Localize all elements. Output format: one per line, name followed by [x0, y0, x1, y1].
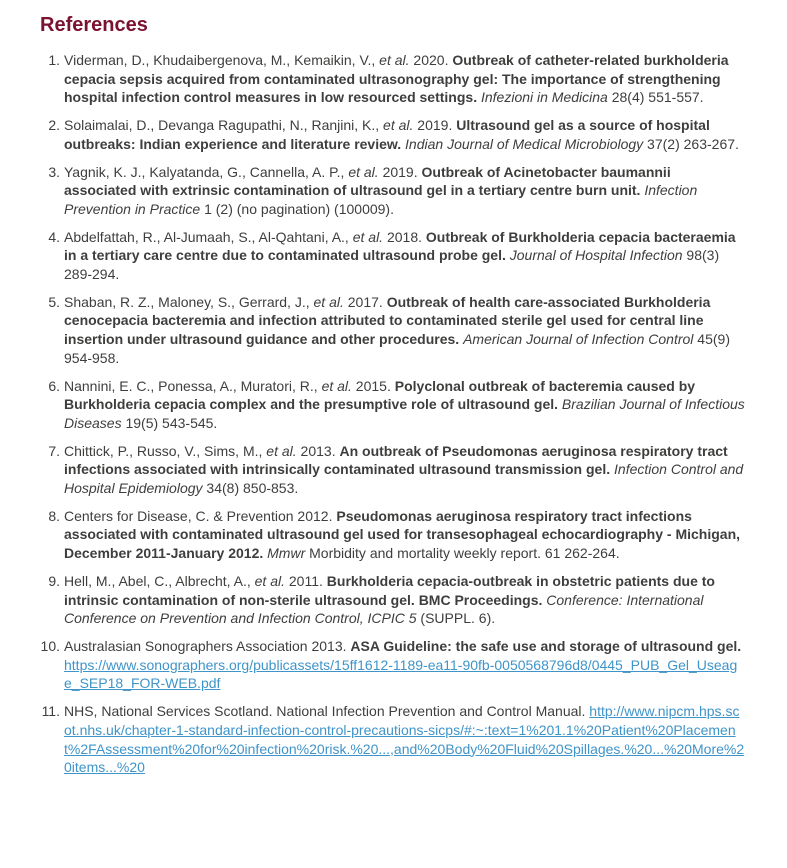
- reference-link[interactable]: http://www.nipcm.hps.scot.nhs.uk/chapter-1-standard-infection-control-precautions-sicps/#:~:text=1%201.1%20Patient%20Placement%2FAssessment%20for%20infection%20risk.%20...,and%20Body%20Fluid%20Spillages.%20...%20More%20items...%20: [64, 703, 745, 776]
- reference-text-segment: Outbreak of catheter-related burkholderia cepacia sepsis acquired from contaminated ultrasonography gel: The importance of strengthening hospital infection control measures in low resourced settings.: [64, 52, 729, 106]
- reference-text-segment: et al.: [352, 228, 384, 245]
- reference-number: 9.: [48, 572, 60, 589]
- reference-text-segment: 2018.: [383, 228, 426, 245]
- reference-link[interactable]: https://www.sonographers.org/publicassets/15ff1612-1189-ea11-90fb-0050568796d8/0445_PUB_Gel_Useage_SEP18_FOR-WEB.pdf: [64, 656, 738, 692]
- reference-text-segment: Hell, M., Abel, C., Albrecht, A.,: [64, 572, 255, 589]
- reference-text-segment: Polyclonal outbreak of bacteremia caused by Burkholderia cepacia complex and the presumptive role of ultrasound gel.: [64, 377, 696, 413]
- reference-item: [40, 702, 745, 777]
- reference-number: 2.: [48, 117, 60, 134]
- reference-text-segment: NHS, National Services Scotland. National Infection Prevention and Control Manual.: [64, 703, 590, 720]
- reference-text-segment: An outbreak of Pseudomonas aeruginosa respiratory tract infections associated with intrinsically contaminated ultrasound transmission gel.: [64, 442, 728, 478]
- reference-text-segment: American Journal of Infection Control: [463, 331, 694, 348]
- reference-text-segment: 1 (2) (no pagination) (100009).: [200, 200, 394, 217]
- reference-number: 5.: [48, 293, 60, 310]
- reference-text-segment: et al.: [313, 293, 344, 310]
- reference-text-segment: ASA Guideline: the safe use and storage of ultrasound gel.: [350, 637, 742, 654]
- reference-text-segment: Infection Control and Hospital Epidemiology: [64, 461, 744, 497]
- reference-item: [40, 572, 745, 628]
- reference-text-segment: Centers for Disease, C. & Prevention 2012.: [64, 507, 337, 524]
- reference-text-segment: Outbreak of health care-associated Burkholderia cenocepacia bacteremia and infection attributed to contaminated sterile gel used for central line insertion under ultrasound guidance and other procedures.: [64, 293, 711, 348]
- reference-text-segment: Brazilian Journal of Infectious Diseases: [64, 396, 745, 431]
- reference-text-segment: et al.: [254, 572, 285, 589]
- reference-number: 7.: [48, 442, 60, 459]
- reference-text-segment: 2019.: [413, 117, 457, 134]
- reference-text: [64, 116, 745, 153]
- reference-text-segment: et al.: [348, 163, 379, 180]
- reference-text-segment: Outbreak of Acinetobacter baumannii associated with extrinsic contamination of ultrasound gel in a tertiary centre burn unit.: [64, 163, 671, 199]
- reference-item: [40, 163, 745, 219]
- reference-text: [64, 572, 745, 628]
- reference-text: [64, 442, 745, 498]
- reference-text-segment: 2017.: [343, 293, 387, 310]
- reference-number: 6.: [48, 377, 60, 394]
- reference-number: 3.: [48, 163, 60, 180]
- reference-number: 11.: [41, 703, 60, 720]
- reference-text-segment: Journal of Hospital Infection: [509, 247, 683, 264]
- reference-item: [40, 228, 745, 284]
- reference-text-segment: Pseudomonas aeruginosa respiratory tract infections associated with contaminated ultrasound gel used for transesophageal echocardiography - Michigan, December 2011-January 2012.: [64, 507, 741, 562]
- reference-text: [64, 637, 745, 693]
- reference-text-segment: 45(9) 954-958.: [64, 331, 730, 366]
- reference-text-segment: 19(5) 543-545.: [121, 414, 218, 431]
- reference-item: [40, 442, 745, 498]
- reference-text-segment: Shaban, R. Z., Maloney, S., Gerrard, J.,: [64, 293, 314, 310]
- reference-text-segment: 2020.: [409, 52, 453, 68]
- reference-text-segment: Conference: International Conference on Prevention and Infection Control, ICPIC 5: [64, 591, 704, 627]
- reference-text-segment: 37(2) 263-267.: [643, 135, 739, 152]
- reference-text-segment: Infezioni in Medicina: [480, 89, 608, 106]
- reference-text-segment: 2019.: [378, 163, 422, 180]
- reference-text-segment: Australasian Sonographers Association 2013.: [64, 637, 351, 654]
- reference-item: [40, 116, 745, 153]
- reference-text-segment: Ultrasound gel as a source of hospital outbreaks: Indian experience and literature review.: [64, 117, 710, 152]
- reference-text-segment: Yagnik, K. J., Kalyatanda, G., Cannella, A. P.,: [64, 163, 349, 180]
- reference-item: [40, 507, 745, 563]
- reference-text-segment: et al.: [321, 377, 352, 394]
- reference-text: [64, 293, 745, 368]
- reference-text-segment: et al.: [383, 117, 414, 134]
- reference-number: 10.: [40, 637, 60, 654]
- reference-text-segment: 34(8) 850-853.: [202, 480, 299, 497]
- reference-text-segment: 2015.: [351, 377, 395, 394]
- reference-text-segment: Indian Journal of Medical Microbiology: [405, 135, 644, 152]
- reference-text-segment: 28(4) 551-557.: [607, 89, 704, 106]
- reference-item: [40, 293, 745, 368]
- reference-text-segment: Mmwr: [267, 545, 306, 562]
- reference-text: [64, 51, 745, 107]
- reference-text-segment: Abdelfattah, R., Al-Jumaah, S., Al-Qahtani, A.,: [64, 228, 353, 245]
- reference-text-segment: Solaimalai, D., Devanga Ragupathi, N., Ranjini, K.,: [64, 117, 384, 134]
- reference-text-segment: et al.: [379, 52, 410, 68]
- reference-text-segment: 98(3) 289-294.: [64, 247, 720, 283]
- reference-item: [40, 637, 745, 693]
- reference-text-segment: Chittick, P., Russo, V., Sims, M.,: [64, 442, 267, 459]
- reference-item: [40, 377, 745, 433]
- reference-text-segment: Viderman, D., Khudaibergenova, M., Kemaikin, V.,: [64, 52, 380, 68]
- reference-number: 8.: [48, 507, 60, 524]
- reference-text-segment: Outbreak of Burkholderia cepacia bacteraemia in a tertiary care centre due to contaminated ultrasound probe gel.: [64, 228, 736, 264]
- reference-number: 4.: [48, 228, 60, 245]
- reference-text: [64, 702, 745, 777]
- reference-text-segment: 2013.: [296, 442, 340, 459]
- reference-text-segment: Infection Prevention in Practice: [64, 182, 698, 217]
- reference-item: [40, 51, 745, 107]
- reference-number: 1.: [48, 52, 60, 68]
- reference-list: [40, 51, 745, 777]
- page-title: References: [40, 14, 148, 36]
- reference-text-segment: (SUPPL. 6).: [416, 610, 496, 627]
- reference-text: [64, 507, 745, 563]
- reference-text-segment: et al.: [266, 442, 297, 459]
- reference-text-segment: Morbidity and mortality weekly report. 61 262-264.: [305, 545, 620, 562]
- reference-text-segment: Burkholderia cepacia-outbreak in obstetric patients due to intrinsic contamination of non-sterile ultrasound gel. BMC Proceedings.: [64, 572, 715, 608]
- reference-text: [64, 228, 745, 284]
- reference-text-segment: 2011.: [285, 572, 327, 589]
- reference-text-segment: Nannini, E. C., Ponessa, A., Muratori, R.,: [64, 377, 322, 394]
- reference-text: [64, 163, 745, 219]
- reference-text: [64, 377, 745, 433]
